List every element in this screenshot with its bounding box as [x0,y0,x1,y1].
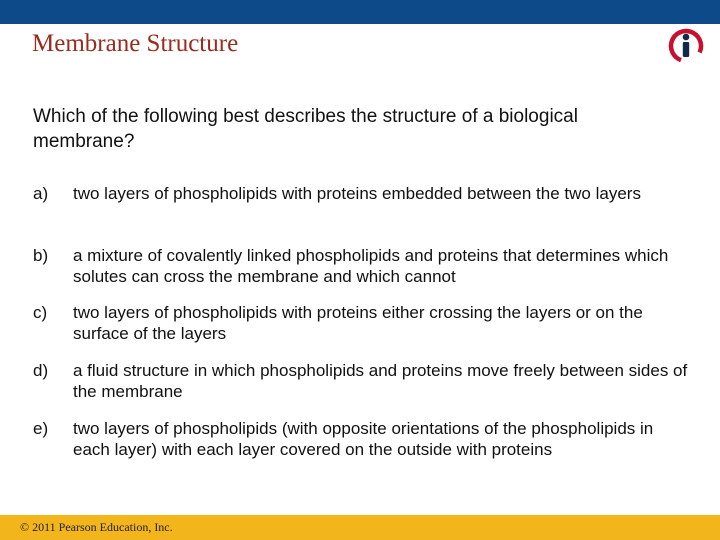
option-text: two layers of phospholipids with proteins either crossing the layers or on the surface of the layers [73,303,643,343]
option-text: two layers of phospholipids (with opposite orientations of the phospholipids in each layer) with each layer covered on the outside with proteins [73,419,654,459]
option-text: two layers of phospholipids with proteins embedded between the two layers [73,184,641,203]
question-text: Which of the following best describes the structure of a biological membrane? [33,106,578,152]
option-letter: e) [33,419,49,438]
option-letter: b) [33,246,49,265]
option-letter: d) [33,361,49,380]
slide-title: Membrane Structure [32,30,239,57]
option-text: a fluid structure in which phospholipids and proteins move freely between sides of the membrane [73,361,688,401]
info-icon [668,28,704,64]
option-text: a mixture of covalently linked phospholipids and proteins that determines which solutes can cross the membrane and which cannot [73,246,669,286]
copyright-text: © 2011 Pearson Education, Inc. [20,520,173,534]
option-letter: c) [33,303,48,322]
option-letter: a) [33,184,49,203]
header-bar [0,0,720,24]
